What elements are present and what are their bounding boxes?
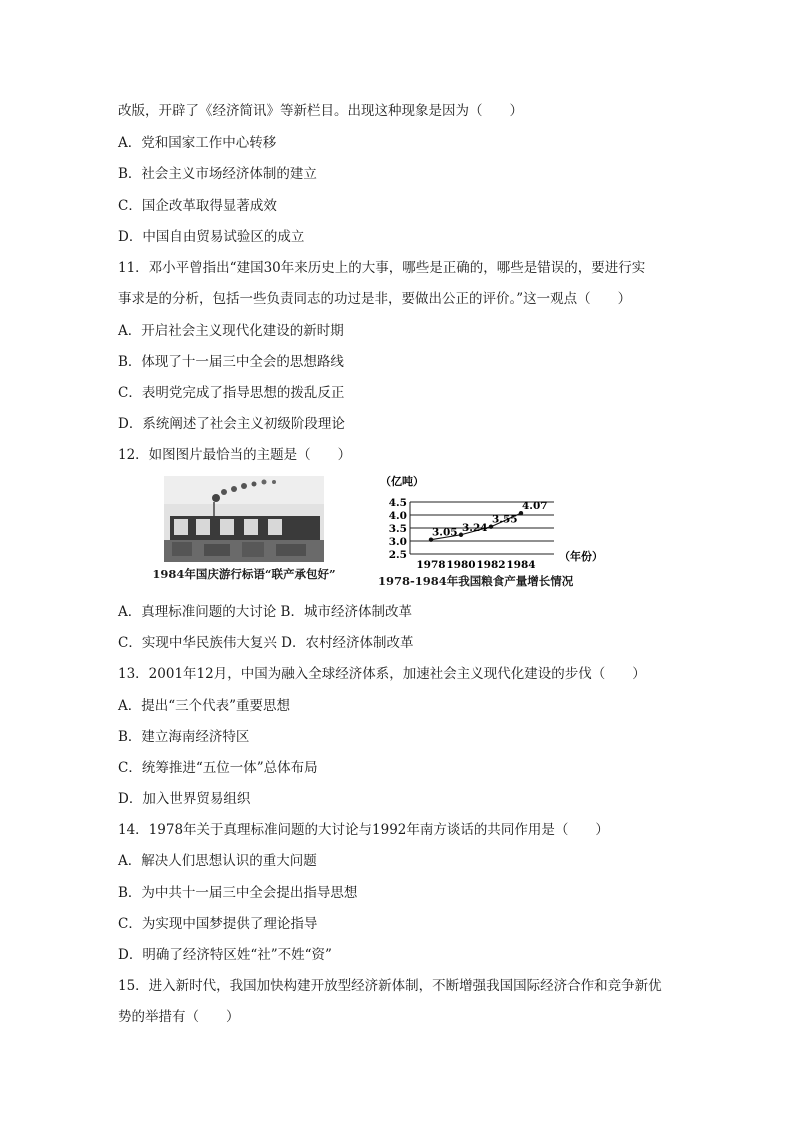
text-line: A．开启社会主义现代化建设的新时期 (118, 323, 344, 339)
data-label: 4.07 (522, 500, 548, 513)
text-line: 11．邓小平曾指出“建国30年来历史上的大事，哪些是正确的，哪些是错误的，要进行实 (118, 260, 646, 276)
text-line: D．系统阐述了社会主义初级阶段理论 (118, 416, 345, 432)
data-label: 3.55 (492, 513, 518, 526)
chart-title: 1978-1984年我国粮食产量增长情况 (378, 574, 574, 588)
x-axis-label: （年份） (559, 550, 603, 563)
parade-photo-figure (130, 476, 358, 588)
text-line: 事求是的分析，包括一些负责同志的功过是非，要做出公正的评价。”这一观点（ ） (118, 291, 632, 307)
text-line: B．建立海南经济特区 (118, 729, 250, 745)
x-tick-label: 1984 (506, 559, 536, 570)
x-tick-label: 1982 (476, 559, 506, 570)
y-tick-label: 4.0 (388, 510, 407, 522)
text-line: 改版，开辟了《经济简讯》等新栏目。出现这种现象是因为（ ） (118, 103, 523, 119)
text-line: C．实现中华民族伟大复兴 D．农村经济体制改革 (118, 635, 414, 651)
text-line: D．加入世界贸易组织 (118, 791, 251, 807)
parade-photo-image (164, 476, 324, 562)
text-line: B．为中共十一届三中全会提出指导思想 (118, 885, 358, 901)
data-label: 3.05 (432, 526, 458, 539)
text-line: C．统筹推进“五位一体”总体布局 (118, 760, 318, 776)
text-line: A．解决人们思想认识的重大问题 (118, 853, 317, 869)
y-tick-label: 4.5 (388, 497, 407, 509)
text-line: C．为实现中国梦提供了理论指导 (118, 916, 318, 932)
text-line: B．社会主义市场经济体制的建立 (118, 166, 317, 182)
data-label: 3.24 (462, 521, 488, 534)
text-line: D．中国自由贸易试验区的成立 (118, 229, 305, 245)
text-line: B．体现了十一届三中全会的思想路线 (118, 354, 344, 370)
x-tick-label: 1980 (446, 559, 476, 570)
text-line: A．党和国家工作中心转移 (118, 135, 277, 151)
text-line: 势的举措有（ ） (118, 1009, 240, 1025)
x-tick-label: 1978 (416, 559, 446, 570)
y-tick-label: 3.0 (388, 536, 407, 548)
text-line: 13．2001年12月，中国为融入全球经济体系，加速社会主义现代化建设的步伐（ ） (118, 666, 646, 682)
text-line: 14．1978年关于真理标准问题的大讨论与1992年南方谈话的共同作用是（ ） (118, 822, 609, 838)
text-line: 15．进入新时代，我国加快构建开放型经济新体制，不断增强我国国际经济合作和竞争新优 (118, 978, 662, 994)
y-tick-label: 2.5 (388, 549, 407, 561)
photo-caption: 1984年国庆游行标语“联产承包好” (152, 567, 336, 581)
text-line: A．提出“三个代表”重要思想 (118, 698, 291, 714)
text-line: C．国企改革取得显著成效 (118, 198, 277, 214)
y-axis-label: （亿吨） (380, 475, 424, 488)
grain-output-chart-svg (372, 470, 622, 570)
text-line: A．真理标准问题的大讨论 B．城市经济体制改革 (118, 604, 412, 620)
y-tick-label: 3.5 (388, 523, 407, 535)
text-line: C．表明党完成了指导思想的拨乱反正 (118, 385, 345, 401)
grain-output-chart (372, 470, 622, 592)
text-line: D．明确了经济特区姓“社”不姓“资” (118, 947, 332, 963)
text-line: 12．如图图片最恰当的主题是（ ） (118, 447, 352, 463)
